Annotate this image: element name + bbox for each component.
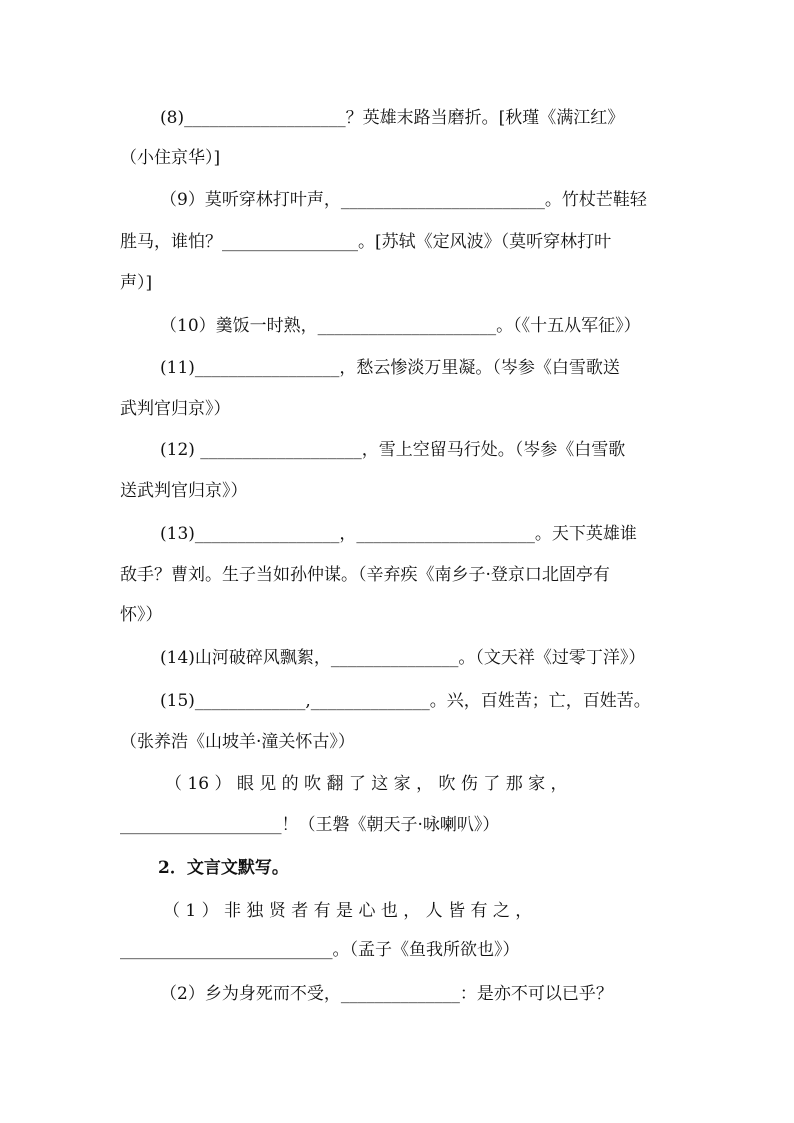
q12-line2: 送武判官归京》） bbox=[120, 481, 248, 501]
q11-line2: 武判官归京》） bbox=[120, 399, 231, 419]
q9-line3: 声）] bbox=[120, 273, 153, 293]
q8-line2: （小住京华）] bbox=[120, 148, 221, 168]
q14-line: (14)山河破碎风飘絮，_______________。（文天祥《过零丁洋》） bbox=[160, 648, 646, 668]
q16-line1: （ 16 ） 眼 见 的 吹 翻 了 这 家 ， 吹 伤 了 那 家 ， bbox=[165, 774, 568, 794]
q10-line: （10）羹饭一时熟，_____________________。（《十五从军征》） bbox=[160, 316, 641, 336]
q9-line2: 胜马，谁怕？________________。[苏轼《定风波》（莫听穿林打叶 bbox=[120, 232, 612, 252]
q15-line2: （张养浩《山坡羊·潼关怀古》） bbox=[120, 732, 355, 752]
s2-q1-line2: _________________________。（孟子《鱼我所欲也》） bbox=[120, 940, 520, 960]
q8-line1: (8)___________________？英雄末路当磨折。[秋瑾《满江红》 bbox=[160, 108, 625, 128]
q11-line1: (11)_________________，愁云惨淡万里凝。（岑参《白雪歌送 bbox=[160, 358, 620, 378]
q16-line2: ___________________！（王磐《朝天子·咏喇叭》） bbox=[120, 815, 500, 835]
q15-line1: (15)_____________,______________。兴，百姓苦；亡，百姓苦。 bbox=[160, 691, 651, 711]
q13-line1: (13)_________________，_____________________。天下英雄谁 bbox=[160, 524, 637, 544]
q13-line3: 怀》） bbox=[120, 605, 163, 625]
section-heading-classical-chinese: 2．文言文默写。 bbox=[158, 858, 289, 878]
s2-q2-line: （2）乡为身死而不受，______________：是亦不可以已乎？ bbox=[160, 984, 613, 1004]
q9-line1: （9）莫听穿林打叶声，________________________。竹杖芒鞋轻 bbox=[160, 190, 647, 210]
q13-line2: 敌手？曹刘。生子当如孙仲谋。（辛弃疾《南乡子·登京口北固亭有 bbox=[120, 565, 610, 585]
s2-q1-line1: （ 1 ） 非 独 贤 者 有 是 心 也 ， 人 皆 有 之 ， bbox=[163, 901, 533, 921]
q12-line1: (12) ___________________，雪上空留马行处。（岑参《白雪歌 bbox=[160, 440, 626, 460]
